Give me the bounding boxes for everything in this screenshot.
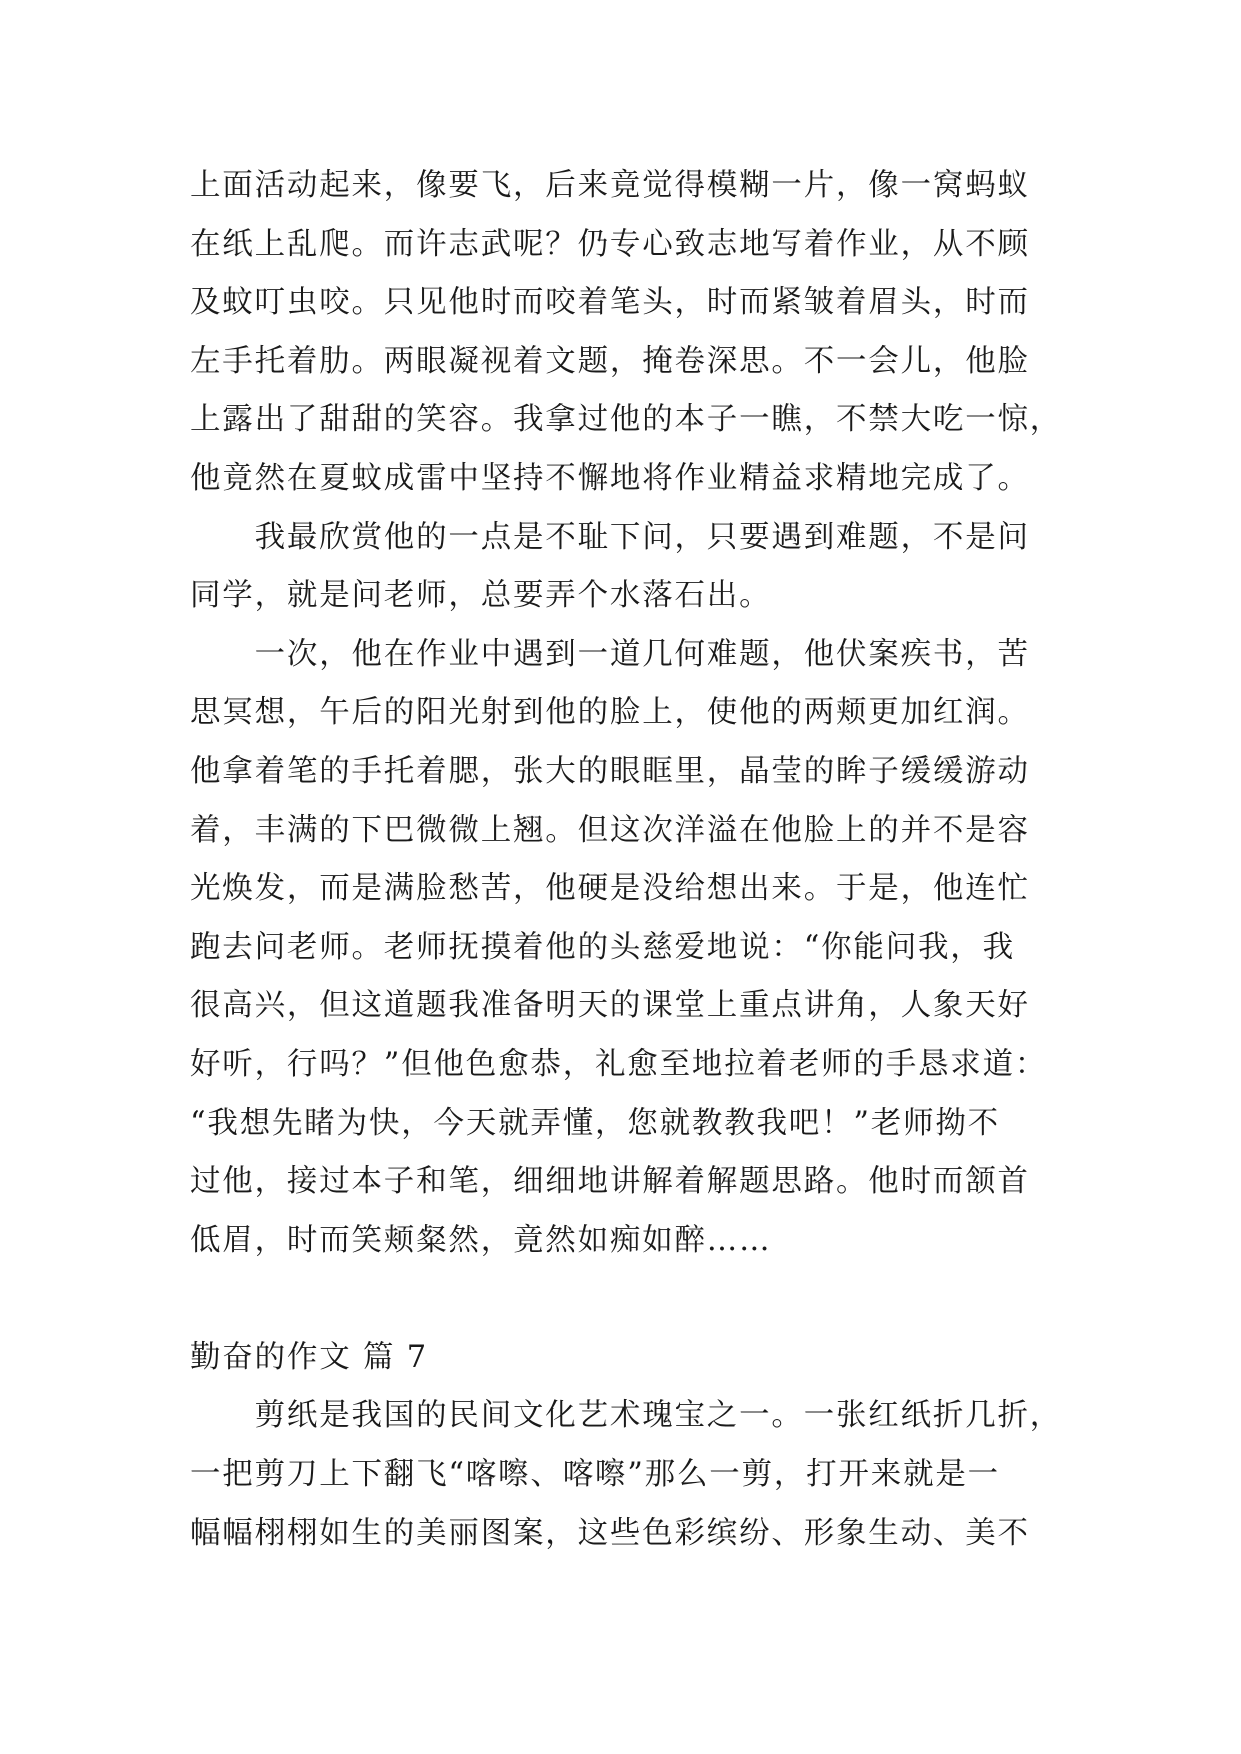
- essay-body: [190, 157, 1063, 1563]
- text-line: “我想先睹为快，今天就弄懂，您就教教我吧！”老师拗不: [190, 1105, 1000, 1141]
- section-title: 勤奋的作文 篇 7: [190, 1339, 428, 1375]
- text-line: 好听，行吗？”但他色愈恭，礼愈至地拉着老师的手恳求道：: [190, 1046, 1048, 1082]
- text-line: 着，丰满的下巴微微上翘。但这次洋溢在他脸上的并不是容: [190, 812, 1030, 848]
- text-line: 左手托着肋。两眼凝视着文题，掩卷深思。不一会儿，他脸: [190, 343, 1030, 379]
- text-line: 幅幅栩栩如生的美丽图案，这些色彩缤纷、形象生动、美不: [190, 1515, 1030, 1551]
- text-line: 跑去问老师。老师抚摸着他的头慈爱地说：“你能问我，我: [190, 929, 1015, 965]
- text-line: 思冥想，午后的阳光射到他的脸上，使他的两颊更加红润。: [190, 695, 1030, 731]
- section-gap: [190, 1270, 1060, 1329]
- text-line: 他竟然在夏蚊成雷中坚持不懈地将作业精益求精地完成了。: [190, 460, 1030, 496]
- text-line: 上露出了甜甜的笑容。我拿过他的本子一瞧，不禁大吃一惊，: [190, 402, 1063, 438]
- text-line: 及蚊叮虫咬。只见他时而咬着笔头，时而紧皱着眉头，时而: [190, 285, 1030, 321]
- text-line: 过他，接过本子和笔，细细地讲解着解题思路。他时而颔首: [190, 1164, 1030, 1200]
- text-line: 很高兴，但这道题我准备明天的课堂上重点讲角，人象天好: [190, 988, 1030, 1024]
- text-line: 一次，他在作业中遇到一道几何难题，他伏案疾书，苦: [190, 636, 1030, 672]
- text-line: 他拿着笔的手托着腮，张大的眼眶里，晶莹的眸子缓缓游动: [190, 753, 1030, 789]
- text-line: 一把剪刀上下翻飞“喀嚓、喀嚓”那么一剪，打开来就是一: [190, 1457, 1000, 1493]
- text-line: 在纸上乱爬。而许志武呢？仍专心致志地写着作业，从不顾: [190, 226, 1030, 262]
- text-line: 光焕发，而是满脸愁苦，他硬是没给想出来。于是，他连忙: [190, 871, 1030, 907]
- text-line: 同学，就是问老师，总要弄个水落石出。: [190, 578, 772, 614]
- text-line: 上面活动起来，像要飞，后来竟觉得模糊一片，像一窝蚂蚁: [190, 168, 1030, 203]
- text-line: 低眉，时而笑颊粲然，竟然如痴如醉……: [190, 1222, 772, 1258]
- text-line: 我最欣赏他的一点是不耻下问，只要遇到难题，不是问: [190, 519, 1030, 555]
- text-line: 剪纸是我国的民间文化艺术瑰宝之一。一张红纸折几折，: [190, 1398, 1063, 1434]
